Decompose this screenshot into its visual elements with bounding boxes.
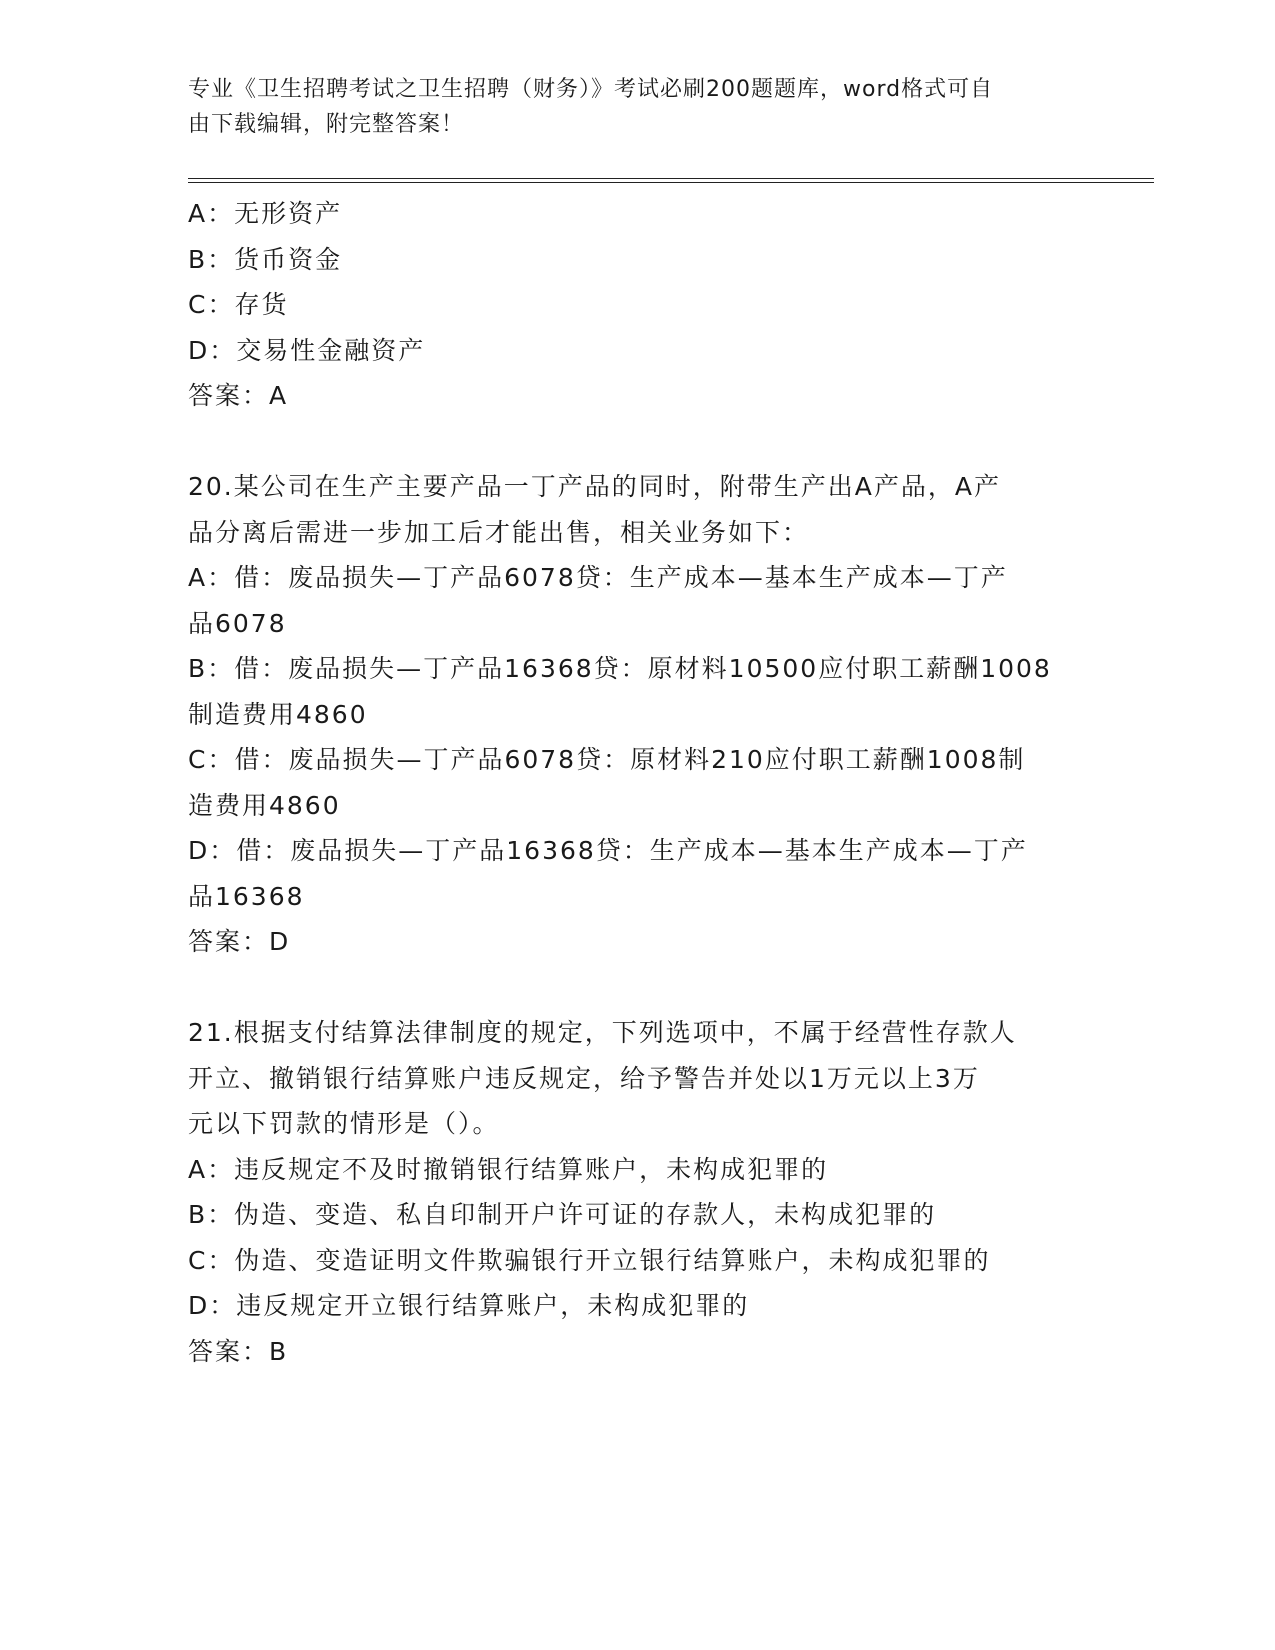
option-b: B：伪造、变造、私自印制开户许可证的存款人，未构成犯罪的 bbox=[188, 1200, 937, 1229]
option-b: B：借：废品损失—丁产品16368贷：原材料10500应付职工薪酬1008 bbox=[188, 654, 1052, 683]
option-c-continued: 造费用4860 bbox=[188, 790, 341, 820]
header-line-1: 专业《卫生招聘考试之卫生招聘（财务）》考试必刷200题题库，word格式可自 bbox=[188, 77, 994, 102]
question-stem-line: 21.根据支付结算法律制度的规定，下列选项中，不属于经营性存款人 bbox=[188, 1018, 1017, 1047]
question-20 bbox=[188, 464, 1088, 965]
option-a: A：违反规定不及时撤销银行结算账户，未构成犯罪的 bbox=[188, 1154, 829, 1184]
option-a: A：借：废品损失—丁产品6078贷：生产成本—基本生产成本—丁产 bbox=[188, 563, 1008, 592]
option-c: C：伪造、变造证明文件欺骗银行开立银行结算账户，未构成犯罪的 bbox=[188, 1245, 991, 1275]
spacer bbox=[188, 965, 1088, 1011]
option-a: A：无形资产 bbox=[188, 199, 343, 228]
option-b-continued: 制造费用4860 bbox=[188, 699, 368, 729]
answer: 答案：A bbox=[188, 381, 289, 410]
option-b: B：货币资金 bbox=[188, 244, 343, 274]
question-stem-line: 20.某公司在生产主要产品一丁产品的同时，附带生产出A产品，A产 bbox=[188, 472, 1001, 501]
option-c: C：借：废品损失—丁产品6078贷：原材料210应付职工薪酬1008制 bbox=[188, 745, 1026, 774]
answer: 答案：B bbox=[188, 1336, 289, 1366]
option-d: D：交易性金融资产 bbox=[188, 335, 426, 365]
header-line-2: 由下载编辑，附完整答案！ bbox=[188, 112, 465, 137]
question-21 bbox=[188, 1010, 1088, 1374]
question-19-continuation bbox=[188, 191, 1088, 419]
document-body bbox=[188, 191, 1088, 1374]
document-header bbox=[188, 72, 1068, 142]
question-stem-line: 开立、撤销银行结算账户违反规定，给予警告并处以1万元以上3万 bbox=[188, 1063, 980, 1093]
question-stem-line: 品分离后需进一步加工后才能出售，相关业务如下： bbox=[188, 517, 810, 547]
option-c: C：存货 bbox=[188, 290, 289, 319]
answer: 答案：D bbox=[188, 927, 291, 956]
question-stem-line: 元以下罚款的情形是（）。 bbox=[188, 1109, 500, 1138]
option-d-continued: 品16368 bbox=[188, 881, 305, 911]
option-a-continued: 品6078 bbox=[188, 608, 287, 638]
header-divider bbox=[188, 178, 1154, 183]
option-d: D：违反规定开立银行结算账户，未构成犯罪的 bbox=[188, 1291, 750, 1320]
spacer bbox=[188, 419, 1088, 465]
option-d: D：借：废品损失—丁产品16368贷：生产成本—基本生产成本—丁产 bbox=[188, 836, 1028, 865]
